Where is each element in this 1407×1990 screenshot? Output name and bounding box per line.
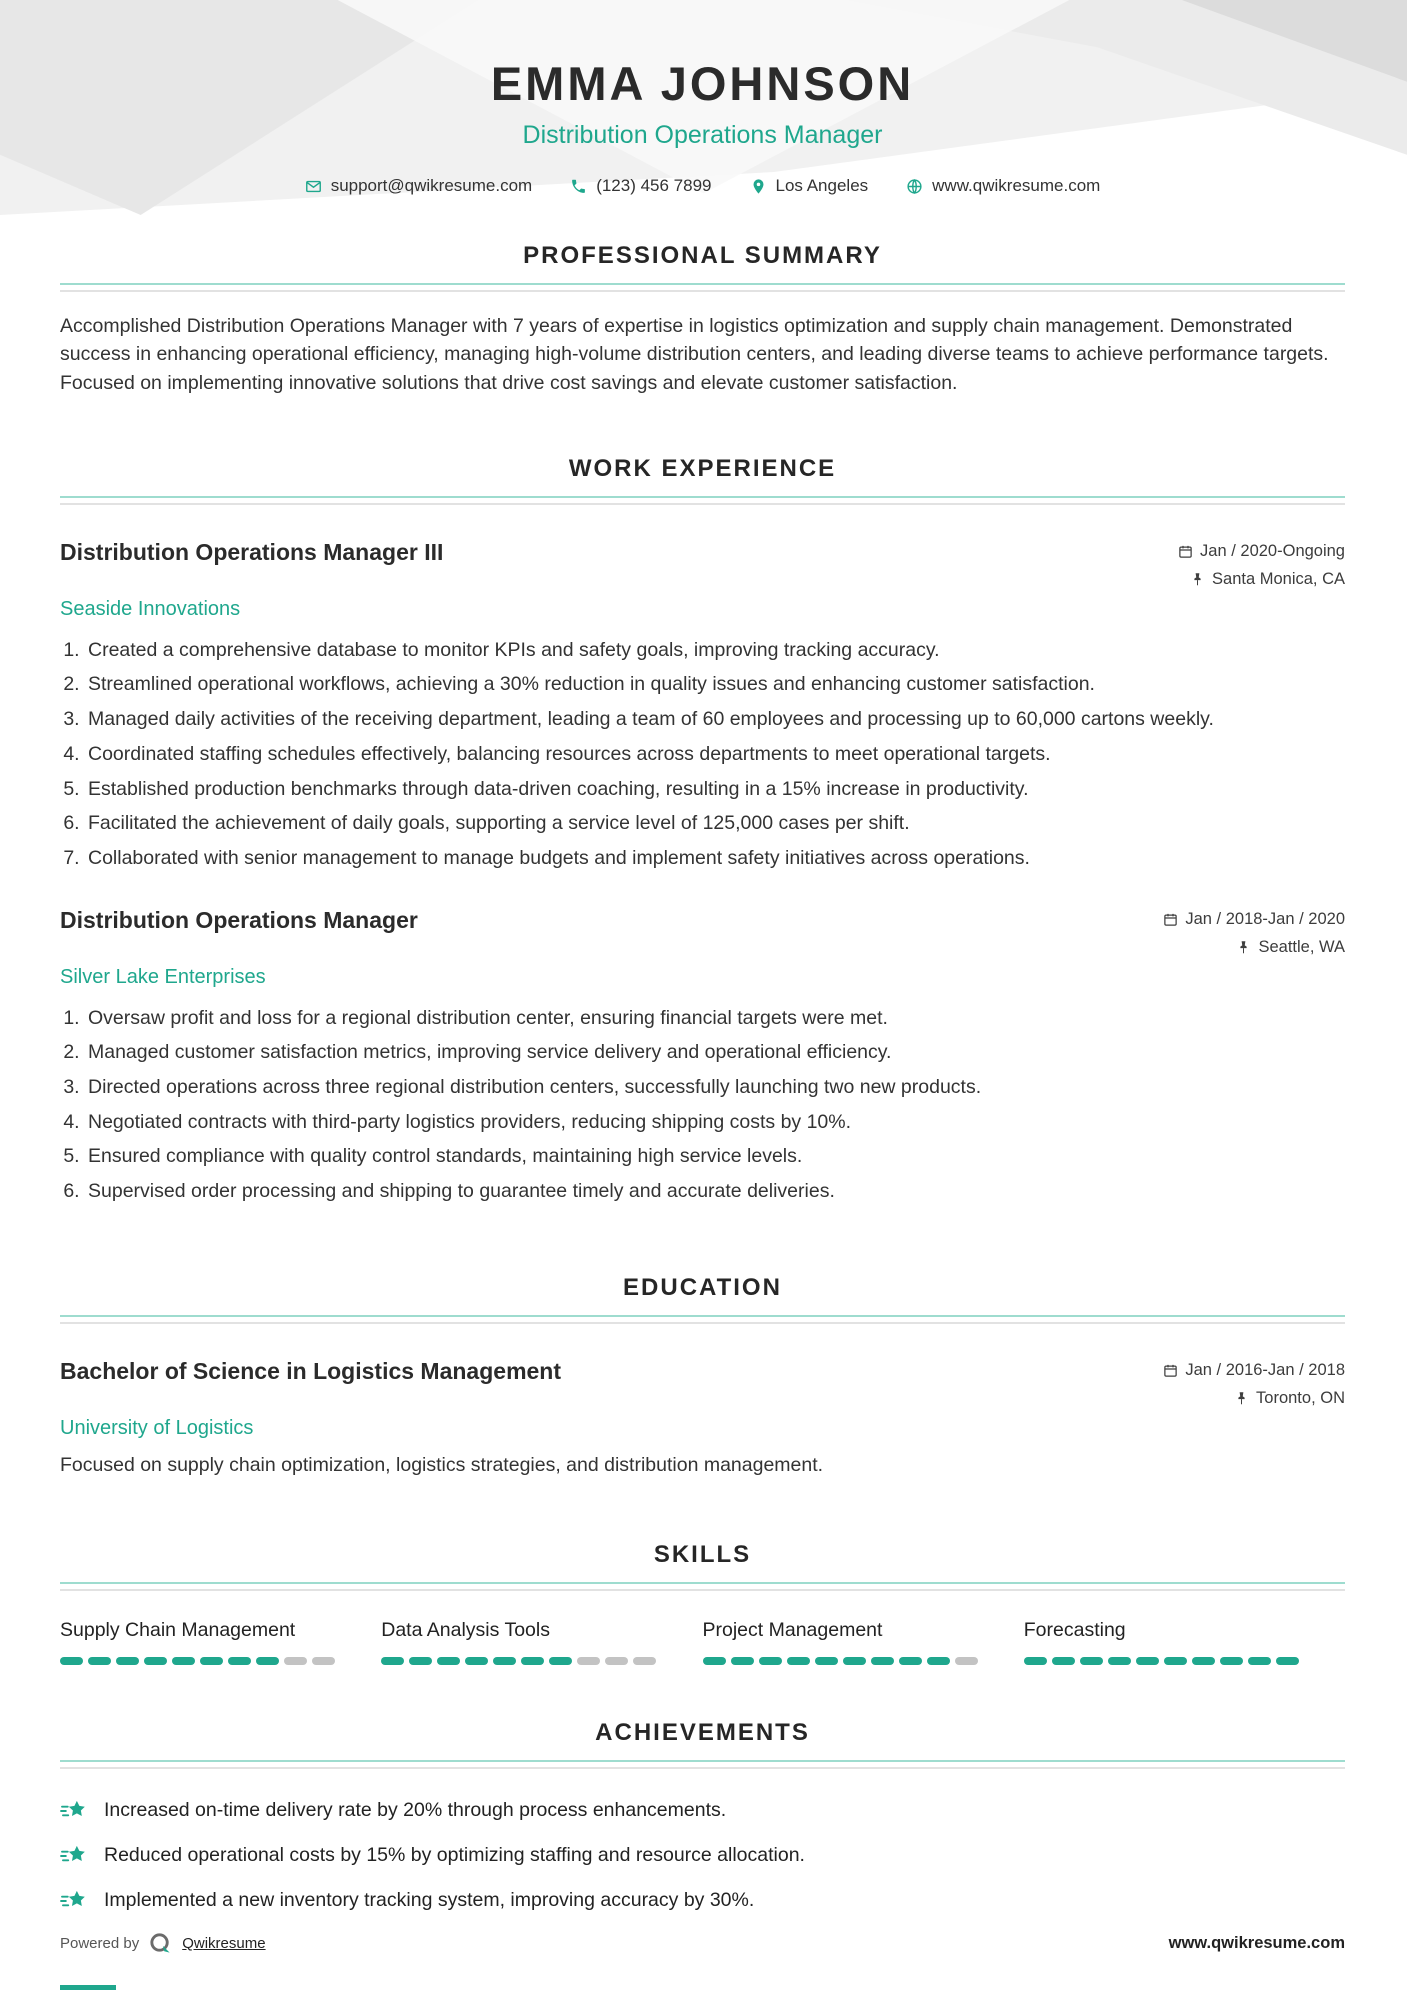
education-description: Focused on supply chain optimization, logistics strategies, and distribution management. xyxy=(60,1453,824,1476)
education-location xyxy=(1234,1389,1345,1408)
job-bullet: 3. Directed operations across three regional distribution centers, successfully launching two new products. xyxy=(85,1074,1345,1102)
resume-header xyxy=(60,0,1345,196)
skill-label: Forecasting xyxy=(1023,1618,1126,1641)
section-divider xyxy=(60,1589,1345,1591)
job-bullet: 4. Negotiated contracts with third-party logistics providers, reducing shipping costs by 10%. xyxy=(85,1109,1345,1137)
skill-level-bar xyxy=(703,1657,1024,1665)
section-divider xyxy=(60,496,1345,498)
job-meta xyxy=(1178,539,1345,589)
job-entry xyxy=(60,907,1345,1206)
contact-phone xyxy=(570,176,711,196)
job-header xyxy=(60,907,1345,957)
section-work-experience xyxy=(60,455,1345,1206)
achievements-list xyxy=(60,1799,1345,1912)
company-name: Silver Lake Enterprises xyxy=(60,965,266,988)
job-location xyxy=(1236,938,1345,957)
section-divider xyxy=(60,283,1345,285)
job-bullets xyxy=(60,1005,1345,1206)
job-bullet: 1. Oversaw profit and loss for a regional distribution center, ensuring financial targets were met. xyxy=(85,1005,1345,1033)
skill-item xyxy=(381,1619,702,1665)
pushpin-icon xyxy=(1190,572,1205,587)
job-dates xyxy=(1178,542,1345,561)
skill-level-bar xyxy=(1024,1657,1345,1665)
achievement-item xyxy=(60,1799,1345,1822)
calendar-icon xyxy=(1163,1363,1178,1378)
section-title-work: WORK EXPERIENCE xyxy=(568,454,837,482)
job-dates-text: Jan / 2020-Ongoing xyxy=(1200,541,1345,560)
contact-email xyxy=(305,176,533,196)
education-meta xyxy=(1163,1358,1345,1408)
job-bullet: 7. Collaborated with senior management to manage budgets and implement safety initiatives across operations. xyxy=(85,845,1345,873)
section-divider xyxy=(60,1582,1345,1584)
education-header xyxy=(60,1358,1345,1408)
section-divider xyxy=(60,1767,1345,1769)
page-footer xyxy=(60,1931,1345,1956)
contact-location xyxy=(750,176,869,196)
shooting-star-icon xyxy=(60,1844,87,1867)
contact-website-text: www.qwikresume.com xyxy=(932,176,1101,195)
education-location-text: Toronto, ON xyxy=(1256,1388,1345,1407)
skill-item xyxy=(703,1619,1024,1665)
section-title-summary: PROFESSIONAL SUMMARY xyxy=(523,242,882,269)
job-header xyxy=(60,539,1345,589)
skill-level-bar xyxy=(60,1657,381,1665)
job-bullet: 3. Managed daily activities of the receiving department, leading a team of 60 employees and processing up to 60,000 cartons weekly. xyxy=(85,706,1345,734)
education-dates-text: Jan / 2016-Jan / 2018 xyxy=(1185,1360,1345,1379)
job-location-text: Santa Monica, CA xyxy=(1212,569,1345,588)
section-summary xyxy=(60,242,1345,397)
bottom-edge-mark xyxy=(60,1985,116,1990)
skill-level-bar xyxy=(381,1657,702,1665)
section-title-education: EDUCATION xyxy=(623,1273,782,1301)
section-title-achievements: ACHIEVEMENTS xyxy=(595,1718,810,1746)
achievement-item xyxy=(60,1889,1345,1912)
map-pin-icon xyxy=(750,178,767,195)
phone-icon xyxy=(570,178,587,195)
job-dates xyxy=(1163,910,1345,929)
job-bullet: 5. Established production benchmarks through data-driven coaching, resulting in a 15% increase in productivity. xyxy=(85,776,1345,804)
job-bullet: 1. Created a comprehensive database to monitor KPIs and safety goals, improving tracking accuracy. xyxy=(85,637,1345,665)
job-title: Distribution Operations Manager xyxy=(60,906,418,933)
job-title: Distribution Operations Manager III xyxy=(60,538,444,565)
job-bullet: 6. Supervised order processing and shipping to guarantee timely and accurate deliveries. xyxy=(85,1178,1345,1206)
skill-label: Project Management xyxy=(702,1618,883,1641)
skill-label: Supply Chain Management xyxy=(60,1618,296,1641)
education-dates xyxy=(1163,1361,1345,1380)
section-divider xyxy=(60,1760,1345,1762)
achievement-text: Implemented a new inventory tracking system, improving accuracy by 30%. xyxy=(104,1888,755,1911)
powered-by-text: Powered by xyxy=(60,1935,140,1952)
job-entry xyxy=(60,539,1345,873)
envelope-icon xyxy=(305,178,322,195)
shooting-star-icon xyxy=(60,1889,87,1912)
section-education xyxy=(60,1274,1345,1477)
person-job-title: Distribution Operations Manager xyxy=(522,121,883,149)
education-entry xyxy=(60,1358,1345,1477)
section-divider xyxy=(60,290,1345,292)
skill-item xyxy=(1024,1619,1345,1665)
skills-grid xyxy=(60,1619,1345,1665)
section-achievements xyxy=(60,1719,1345,1912)
job-bullet: 5. Ensured compliance with quality control standards, maintaining high service levels. xyxy=(85,1143,1345,1171)
contact-phone-text: (123) 456 7899 xyxy=(596,176,712,195)
achievement-text: Reduced operational costs by 15% by optimizing staffing and resource allocation. xyxy=(104,1843,805,1866)
job-location-text: Seattle, WA xyxy=(1258,937,1345,956)
school-name: University of Logistics xyxy=(60,1416,254,1439)
contact-location-text: Los Angeles xyxy=(775,176,869,195)
calendar-icon xyxy=(1178,544,1193,559)
skill-label: Data Analysis Tools xyxy=(381,1618,550,1641)
job-bullet: 6. Facilitated the achievement of daily goals, supporting a service level of 125,000 cases per shift. xyxy=(85,810,1345,838)
section-divider xyxy=(60,1322,1345,1324)
job-bullet: 2. Managed customer satisfaction metrics, improving service delivery and operational efficiency. xyxy=(85,1039,1345,1067)
job-dates-text: Jan / 2018-Jan / 2020 xyxy=(1185,909,1345,928)
section-title-skills: SKILLS xyxy=(653,1540,752,1568)
qwikresume-logo xyxy=(148,1931,173,1956)
pushpin-icon xyxy=(1236,940,1251,955)
person-name: EMMA JOHNSON xyxy=(490,57,915,110)
section-skills xyxy=(60,1541,1345,1665)
company-name: Seaside Innovations xyxy=(60,597,241,620)
job-meta xyxy=(1163,907,1345,957)
globe-icon xyxy=(906,178,923,195)
summary-text: Accomplished Distribution Operations Manager with 7 years of expertise in logistics optimization and supply chain management. Demonstrated success in enhancing operational efficiency, managing high-volume distribution centers, and leading diverse teams to achieve performance targets. Focused on implementing innovative solutions that drive cost savings and elevate customer satisfaction. xyxy=(60,315,1329,394)
shooting-star-icon xyxy=(60,1799,87,1822)
contact-row xyxy=(60,176,1345,196)
job-bullet: 4. Coordinated staffing schedules effectively, balancing resources across departments to meet operational targets. xyxy=(85,741,1345,769)
footer-branding xyxy=(60,1931,266,1956)
footer-website: www.qwikresume.com xyxy=(1168,1934,1345,1952)
skill-item xyxy=(60,1619,381,1665)
calendar-icon xyxy=(1163,912,1178,927)
pushpin-icon xyxy=(1234,1391,1249,1406)
section-divider xyxy=(60,1315,1345,1317)
job-bullet: 2. Streamlined operational workflows, achieving a 30% reduction in quality issues and enhancing customer satisfaction. xyxy=(85,671,1345,699)
achievement-text: Increased on-time delivery rate by 20% through process enhancements. xyxy=(104,1798,727,1821)
achievement-item xyxy=(60,1844,1345,1867)
contact-website xyxy=(906,176,1100,196)
section-divider xyxy=(60,503,1345,505)
job-bullets xyxy=(60,637,1345,873)
degree-title: Bachelor of Science in Logistics Management xyxy=(60,1357,562,1384)
qwikresume-link[interactable]: Qwikresume xyxy=(182,1935,266,1952)
job-location xyxy=(1190,570,1345,589)
contact-email-text: support@qwikresume.com xyxy=(330,176,533,195)
